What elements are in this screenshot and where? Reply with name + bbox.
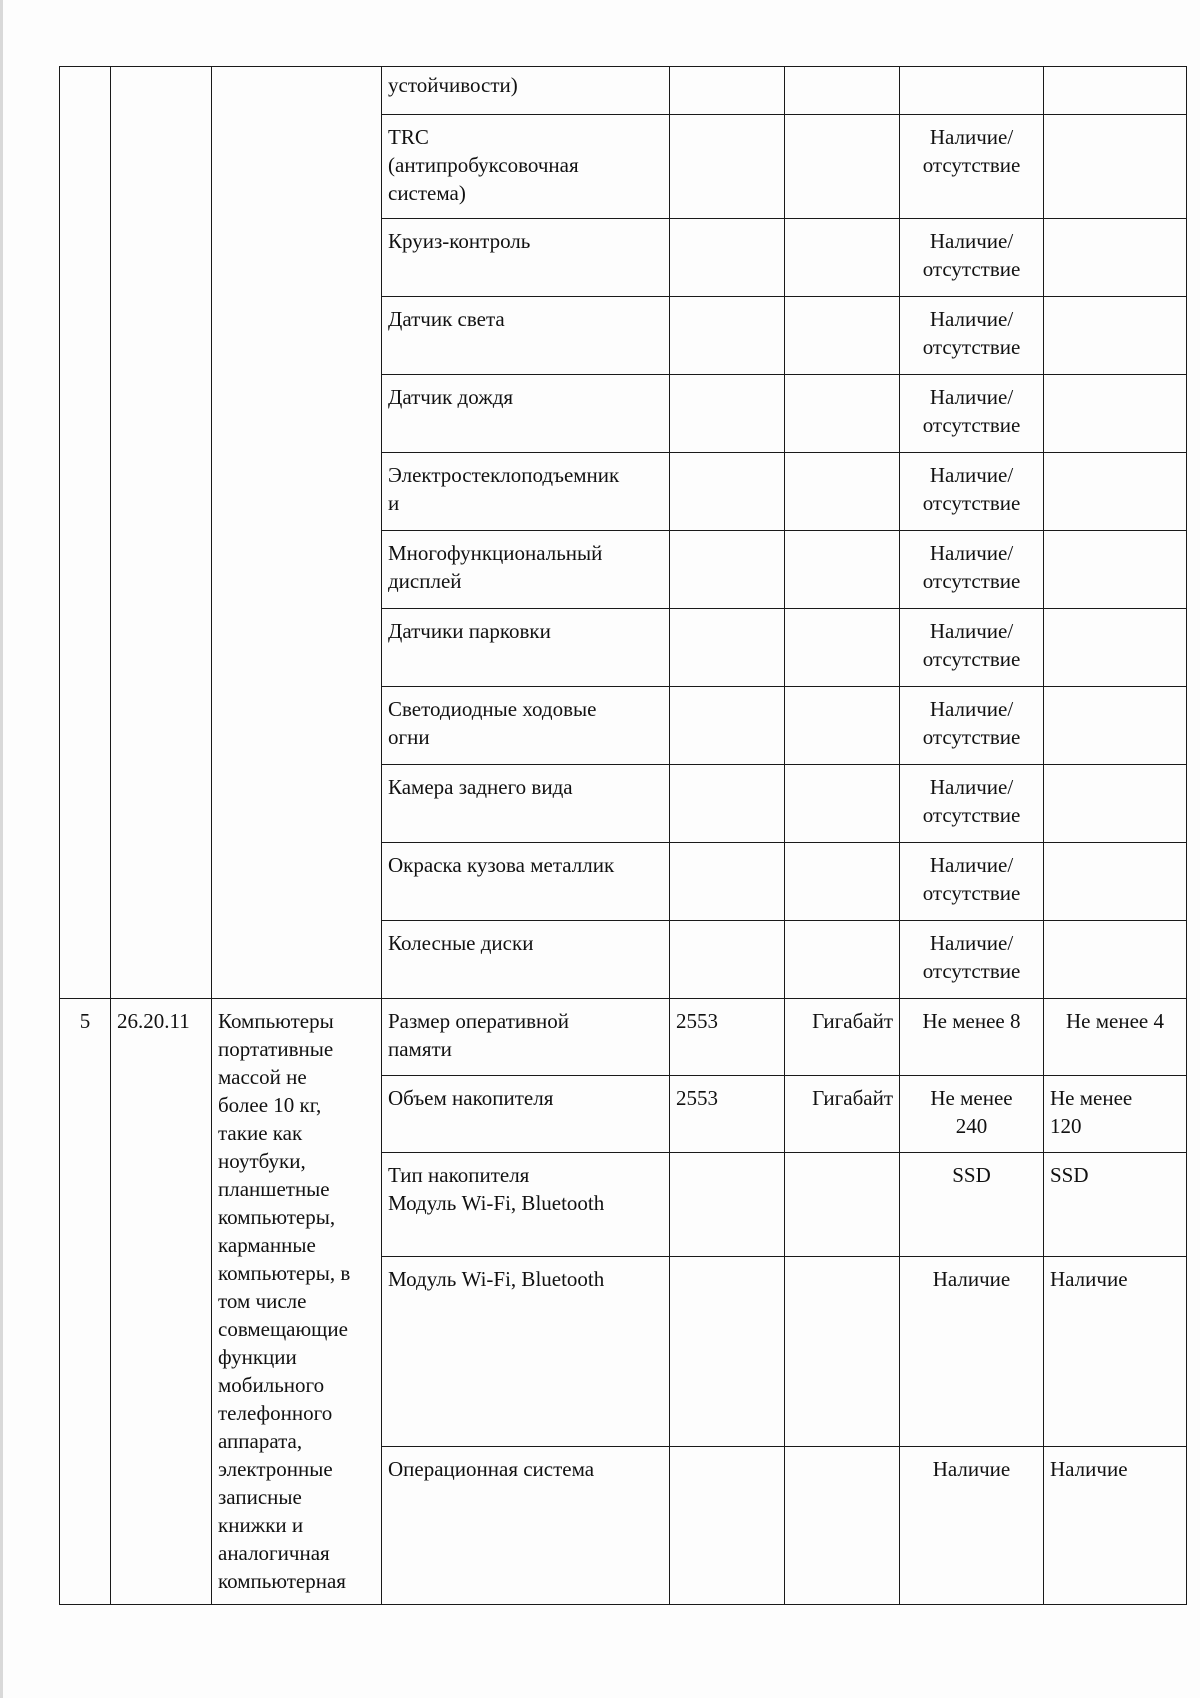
unit-cell: Гигабайт (785, 999, 900, 1076)
value-2-cell (1044, 921, 1187, 999)
code-cell: 2553 (670, 999, 785, 1076)
characteristic-cell: Размер оперативной памяти (382, 999, 670, 1076)
item-name-cell (212, 67, 382, 999)
value-2-cell (1044, 375, 1187, 453)
value-1-cell: Не менее 240 (900, 1076, 1044, 1153)
unit-cell (785, 687, 900, 765)
unit-cell (785, 531, 900, 609)
value-2-cell (1044, 67, 1187, 115)
value-2-cell: Не менее 4 (1044, 999, 1187, 1076)
code-cell (670, 1153, 785, 1257)
code-cell (670, 1257, 785, 1447)
code-cell: 2553 (670, 1076, 785, 1153)
value-2-cell (1044, 765, 1187, 843)
characteristic-cell: Колесные диски (382, 921, 670, 999)
value-1-cell (900, 67, 1044, 115)
characteristic-cell: Датчик света (382, 297, 670, 375)
value-1-cell: Не менее 8 (900, 999, 1044, 1076)
value-1-cell: Наличие/ отсутствие (900, 843, 1044, 921)
value-1-cell: Наличие/ отсутствие (900, 921, 1044, 999)
value-1-cell: Наличие/ отсутствие (900, 115, 1044, 219)
code-cell (670, 297, 785, 375)
value-2-cell: Наличие (1044, 1447, 1187, 1605)
value-2-cell (1044, 297, 1187, 375)
characteristic-cell: TRC (антипробуксовочная система) (382, 115, 670, 219)
value-1-cell: Наличие/ отсутствие (900, 765, 1044, 843)
unit-cell (785, 67, 900, 115)
value-1-cell: Наличие/ отсутствие (900, 687, 1044, 765)
characteristic-cell: Объем накопителя (382, 1076, 670, 1153)
characteristic-cell: Операционная система (382, 1447, 670, 1605)
okpd2-code-cell: 26.20.11 (111, 999, 212, 1605)
characteristic-cell: Тип накопителя Модуль Wi-Fi, Bluetooth (382, 1153, 670, 1257)
value-1-cell: SSD (900, 1153, 1044, 1257)
characteristic-cell: Камера заднего вида (382, 765, 670, 843)
specification-table (59, 66, 1187, 1605)
value-2-cell: Не менее 120 (1044, 1076, 1187, 1153)
code-cell (670, 115, 785, 219)
value-2-cell (1044, 531, 1187, 609)
unit-cell (785, 453, 900, 531)
unit-cell: Гигабайт (785, 1076, 900, 1153)
item-number-cell (60, 67, 111, 999)
value-2-cell: SSD (1044, 1153, 1187, 1257)
value-1-cell: Наличие/ отсутствие (900, 219, 1044, 297)
value-2-cell (1044, 687, 1187, 765)
unit-cell (785, 921, 900, 999)
value-1-cell: Наличие/ отсутствие (900, 609, 1044, 687)
characteristic-cell: Круиз-контроль (382, 219, 670, 297)
value-1-cell: Наличие (900, 1447, 1044, 1605)
characteristic-cell: Окраска кузова металлик (382, 843, 670, 921)
code-cell (670, 453, 785, 531)
code-cell (670, 375, 785, 453)
code-cell (670, 219, 785, 297)
characteristic-cell: устойчивости) (382, 67, 670, 115)
unit-cell (785, 843, 900, 921)
okpd2-code-cell (111, 67, 212, 999)
code-cell (670, 1447, 785, 1605)
characteristic-cell: Датчики парковки (382, 609, 670, 687)
value-2-cell (1044, 219, 1187, 297)
unit-cell (785, 1153, 900, 1257)
value-2-cell (1044, 115, 1187, 219)
characteristic-cell: Электростеклоподъемник и (382, 453, 670, 531)
code-cell (670, 531, 785, 609)
item-number-cell: 5 (60, 999, 111, 1605)
value-1-cell: Наличие/ отсутствие (900, 531, 1044, 609)
characteristic-cell: Светодиодные ходовые огни (382, 687, 670, 765)
table-row (60, 999, 1187, 1076)
code-cell (670, 609, 785, 687)
unit-cell (785, 609, 900, 687)
code-cell (670, 67, 785, 115)
unit-cell (785, 375, 900, 453)
code-cell (670, 765, 785, 843)
item-name-cell: Компьютеры портативные массой не более 10 кг, такие как ноутбуки, планшетные компьютеры, карманные компьютеры, в том числе совмещающие функции мобильного телефонного аппарата, электронные записные книжки и аналогичная компьютерная (212, 999, 382, 1605)
value-1-cell: Наличие/ отсутствие (900, 297, 1044, 375)
scan-edge (0, 0, 3, 1698)
unit-cell (785, 219, 900, 297)
unit-cell (785, 115, 900, 219)
value-2-cell (1044, 609, 1187, 687)
value-2-cell: Наличие (1044, 1257, 1187, 1447)
value-1-cell: Наличие/ отсутствие (900, 453, 1044, 531)
code-cell (670, 687, 785, 765)
characteristic-cell: Модуль Wi-Fi, Bluetooth (382, 1257, 670, 1447)
unit-cell (785, 765, 900, 843)
unit-cell (785, 1447, 900, 1605)
characteristic-cell: Датчик дождя (382, 375, 670, 453)
value-2-cell (1044, 843, 1187, 921)
code-cell (670, 921, 785, 999)
unit-cell (785, 1257, 900, 1447)
table-row (60, 67, 1187, 115)
value-1-cell: Наличие (900, 1257, 1044, 1447)
characteristic-cell: Многофункциональный дисплей (382, 531, 670, 609)
code-cell (670, 843, 785, 921)
unit-cell (785, 297, 900, 375)
value-1-cell: Наличие/ отсутствие (900, 375, 1044, 453)
value-2-cell (1044, 453, 1187, 531)
